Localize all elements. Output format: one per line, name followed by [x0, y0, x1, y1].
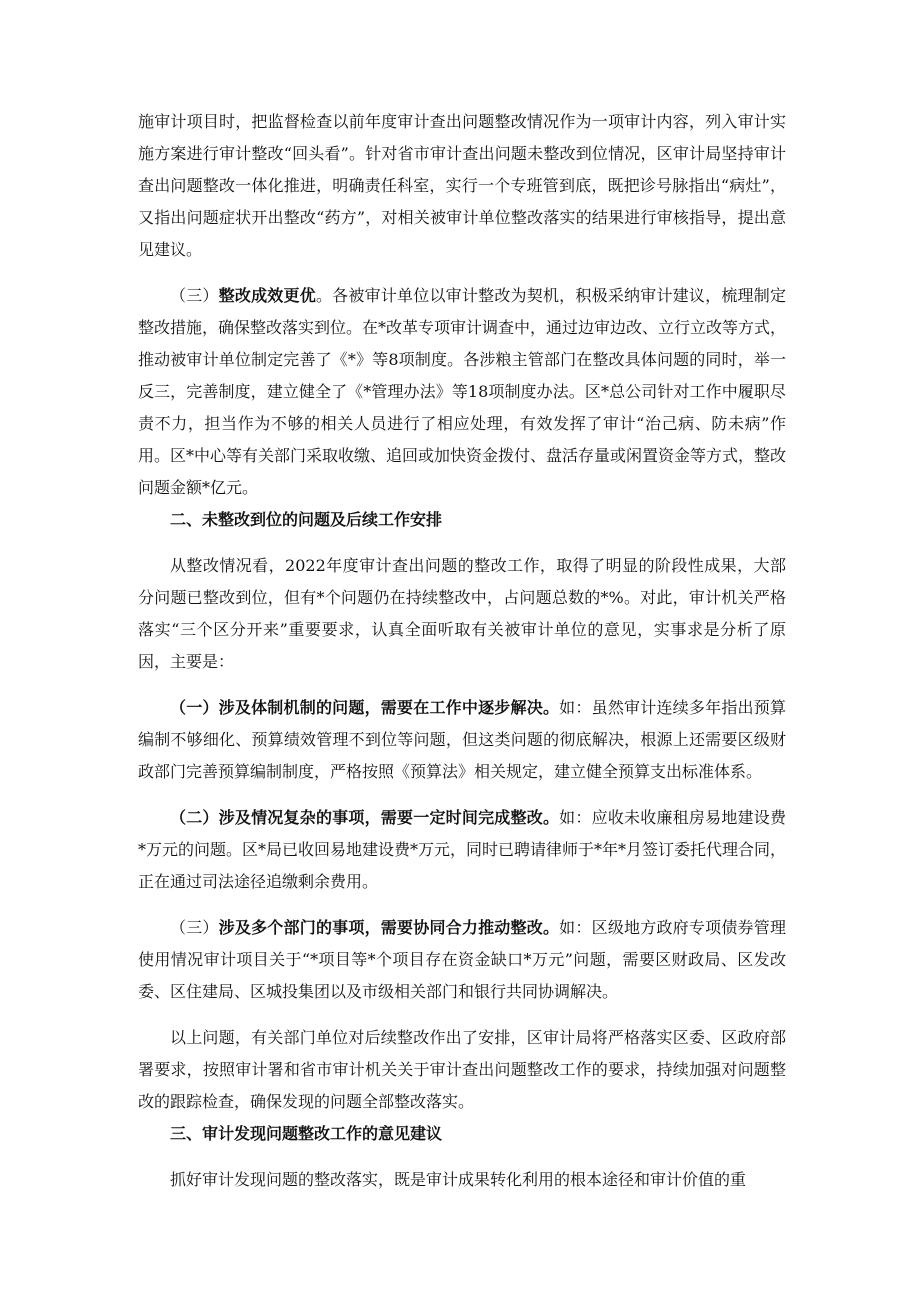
- paragraph-intro: 施审计项目时，把监督检查以前年度审计查出问题整改情况作为一项审计内容，列入审计实施方案进行审计整改“回头看”。针对省市审计查出问题未整改到位情况，区审计局坚持审计查出问题整改一体化推进，明确责任科室，实行一个专班管到底，既把诊号脉指出“病灶”，又指出问题症状开出整改“药方”，对相关被审计单位整改落实的结果进行审核指导，提出意见建议。: [138, 112, 786, 259]
- paragraph-prefix: （三）: [170, 286, 219, 305]
- list-item-multi-department: [138, 912, 786, 1008]
- list-item-title: （二）涉及情况复杂的事项，需要一定时间完成整改。: [170, 808, 560, 827]
- document-page: [138, 106, 786, 1196]
- section-heading-2: 二、未整改到位的问题及后续工作安排: [170, 510, 443, 529]
- paragraph-body: 。各被审计单位以审计整改为契机，积极采纳审计建议，梳理制定整改措施，确保整改落实到位。在*改革专项审计调查中，通过边审边改、立行立改等方式，推动被审计单位制定完善了《*》等8项制度。各涉粮主管部门在整改具体问题的同时，举一反三，完善制度，建立健全了《*管理办法》等18项制度办法。区*总公司针对工作中履职尽责不力，担当作为不够的相关人员进行了相应处理，有效发挥了审计“治己病、防未病”作用。区*中心等有关部门采取收缴、追回或加快资金拨付、盘活存量或闲置资金等方式，整改问题金额*亿元。: [138, 286, 787, 497]
- list-item-title: （一）涉及体制机制的问题，需要在工作中逐步解决。: [170, 698, 560, 717]
- list-item-institutional: [138, 692, 786, 788]
- paragraph-overview: 从整改情况看，2022年度审计查出问题的整改工作，取得了明显的阶段性成果，大部分问题已整改到位，但有*个问题仍在持续整改中，占问题总数的*%。对此，审计机关严格落实“三个区分开来”重要要求，认真全面听取有关被审计单位的意见，实事求是分析了原因，主要是：: [138, 556, 786, 671]
- list-item-body: 如：应收未收廉租房易地建设费*万元的问题。区*局已收回易地建设费*万元，同时已聘请律师于*年*月签订委托代理合同，正在通过司法途径追缴剩余费用。: [138, 808, 787, 891]
- paragraph-followup: 以上问题，有关部门单位对后续整改作出了安排，区审计局将严格落实区委、区政府部署要求，按照审计署和省市审计机关关于审计查出问题整改工作的要求，持续加强对问题整改的跟踪检查，确保发现的问题全部整改落实。: [138, 1028, 786, 1111]
- list-item-body: 如：区级地方政府专项债券管理使用情况审计项目关于“*项目等*个项目存在资金缺口*万元”问题，需要区财政局、区发改委、区住建局、区城投集团以及市级相关部门和银行共同协调解决。: [138, 918, 786, 1001]
- list-item-prefix: （三）: [170, 918, 219, 937]
- list-item-title: 涉及多个部门的事项，需要协同合力推动整改。: [218, 918, 560, 937]
- list-item-body: 如：虽然审计连续多年指出预算编制不够细化、预算绩效管理不到位等问题，但这类问题的彻底解决，根源上还需要区级财政部门完善预算编制制度，严格按照《预算法》相关规定，建立健全预算支出标准体系。: [138, 698, 786, 781]
- paragraph-last: 抓好审计发现问题的整改落实，既是审计成果转化利用的根本途径和审计价值的重: [170, 1170, 747, 1189]
- list-item-complex: [138, 802, 786, 898]
- paragraph-lead-title: 整改成效更优: [218, 286, 316, 305]
- paragraph-rectification-results: [138, 280, 786, 504]
- section-heading-3: 三、审计发现问题整改工作的意见建议: [170, 1124, 443, 1143]
